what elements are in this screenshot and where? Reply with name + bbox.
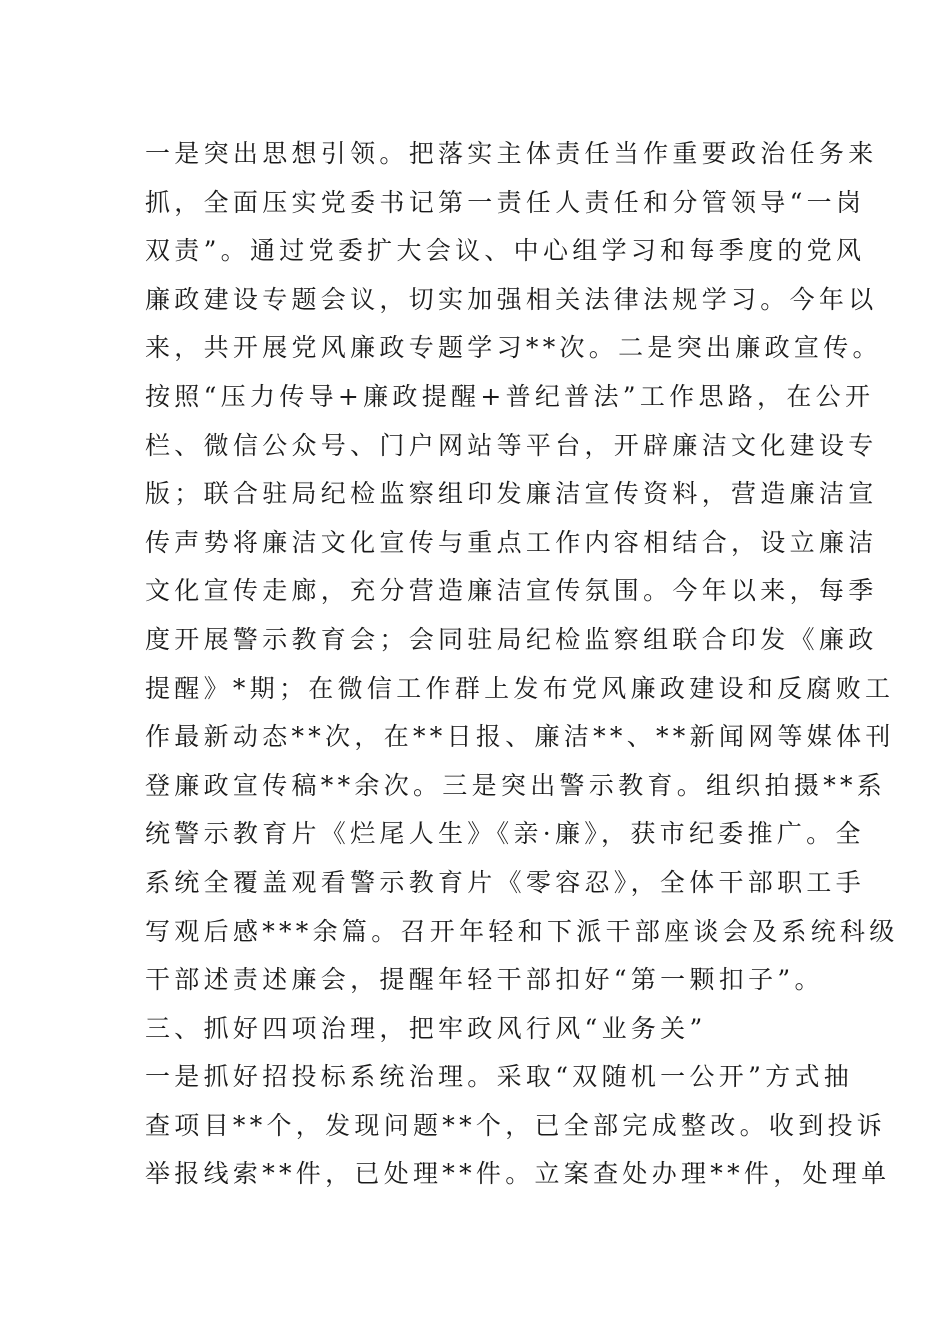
text-line-13: 作最新动态**次，在**日报、廉洁**、**新闻网等媒体刊 <box>145 722 895 752</box>
text-line-17: 写观后感***余篇。召开年轻和下派干部座谈会及系统科级 <box>145 916 899 946</box>
text-line-12: 提醒》*期；在微信工作群上发布党风廉政建设和反腐败工 <box>145 673 895 703</box>
text-line-11: 度开展警示教育会；会同驻局纪检监察组联合印发《廉政 <box>145 624 878 654</box>
body-text <box>145 130 899 1199</box>
text-line-22: 举报线索**件，已处理**件。立案查处办理**件，处理单 <box>145 1159 891 1189</box>
text-line-9: 传声势将廉洁文化宣传与重点工作内容相结合，设立廉洁 <box>145 527 878 557</box>
text-line-18: 干部述责述廉会，提醒年轻干部扣好“第一颗扣子”。 <box>145 965 824 995</box>
section-heading: 三、抓好四项治理，把牢政风行风“业务关” <box>145 1013 707 1043</box>
text-line-16: 系统全覆盖观看警示教育片《零容忍》，全体干部职工手 <box>145 867 866 897</box>
text-line-6: 按照“压力传导+廉政提醒+普纪普法”工作思路，在公开 <box>145 381 875 411</box>
text-line-5: 来，共开展党风廉政专题学习**次。二是突出廉政宣传。 <box>145 333 882 363</box>
text-line-4: 廉政建设专题会议，切实加强相关法律法规学习。今年以 <box>145 284 878 314</box>
text-line-8: 版；联合驻局纪检监察组印发廉洁宣传资料，营造廉洁宣 <box>145 479 878 509</box>
text-line-3: 双责”。通过党委扩大会议、中心组学习和每季度的党风 <box>145 236 866 266</box>
text-line-1: 一是突出思想引领。把落实主体责任当作重要政治任务来 <box>145 139 878 168</box>
text-line-21: 查项目**个，发现问题**个，已全部完成整改。收到投诉 <box>145 1110 887 1140</box>
text-line-14: 登廉政宣传稿**余次。三是突出警示教育。组织拍摄**系 <box>145 770 887 800</box>
text-line-15: 统警示教育片《烂尾人生》《亲·廉》，获市纪委推广。全 <box>145 819 865 849</box>
text-line-20: 一是抓好招投标系统治理。采取“双随机一公开”方式抽 <box>145 1062 854 1092</box>
text-line-2: 抓，全面压实党委书记第一责任人责任和分管领导“一岗 <box>145 187 866 217</box>
text-line-10: 文化宣传走廊，充分营造廉洁宣传氛围。今年以来，每季 <box>145 576 878 606</box>
text-line-7: 栏、微信公众号、门户网站等平台，开辟廉洁文化建设专 <box>145 430 878 460</box>
